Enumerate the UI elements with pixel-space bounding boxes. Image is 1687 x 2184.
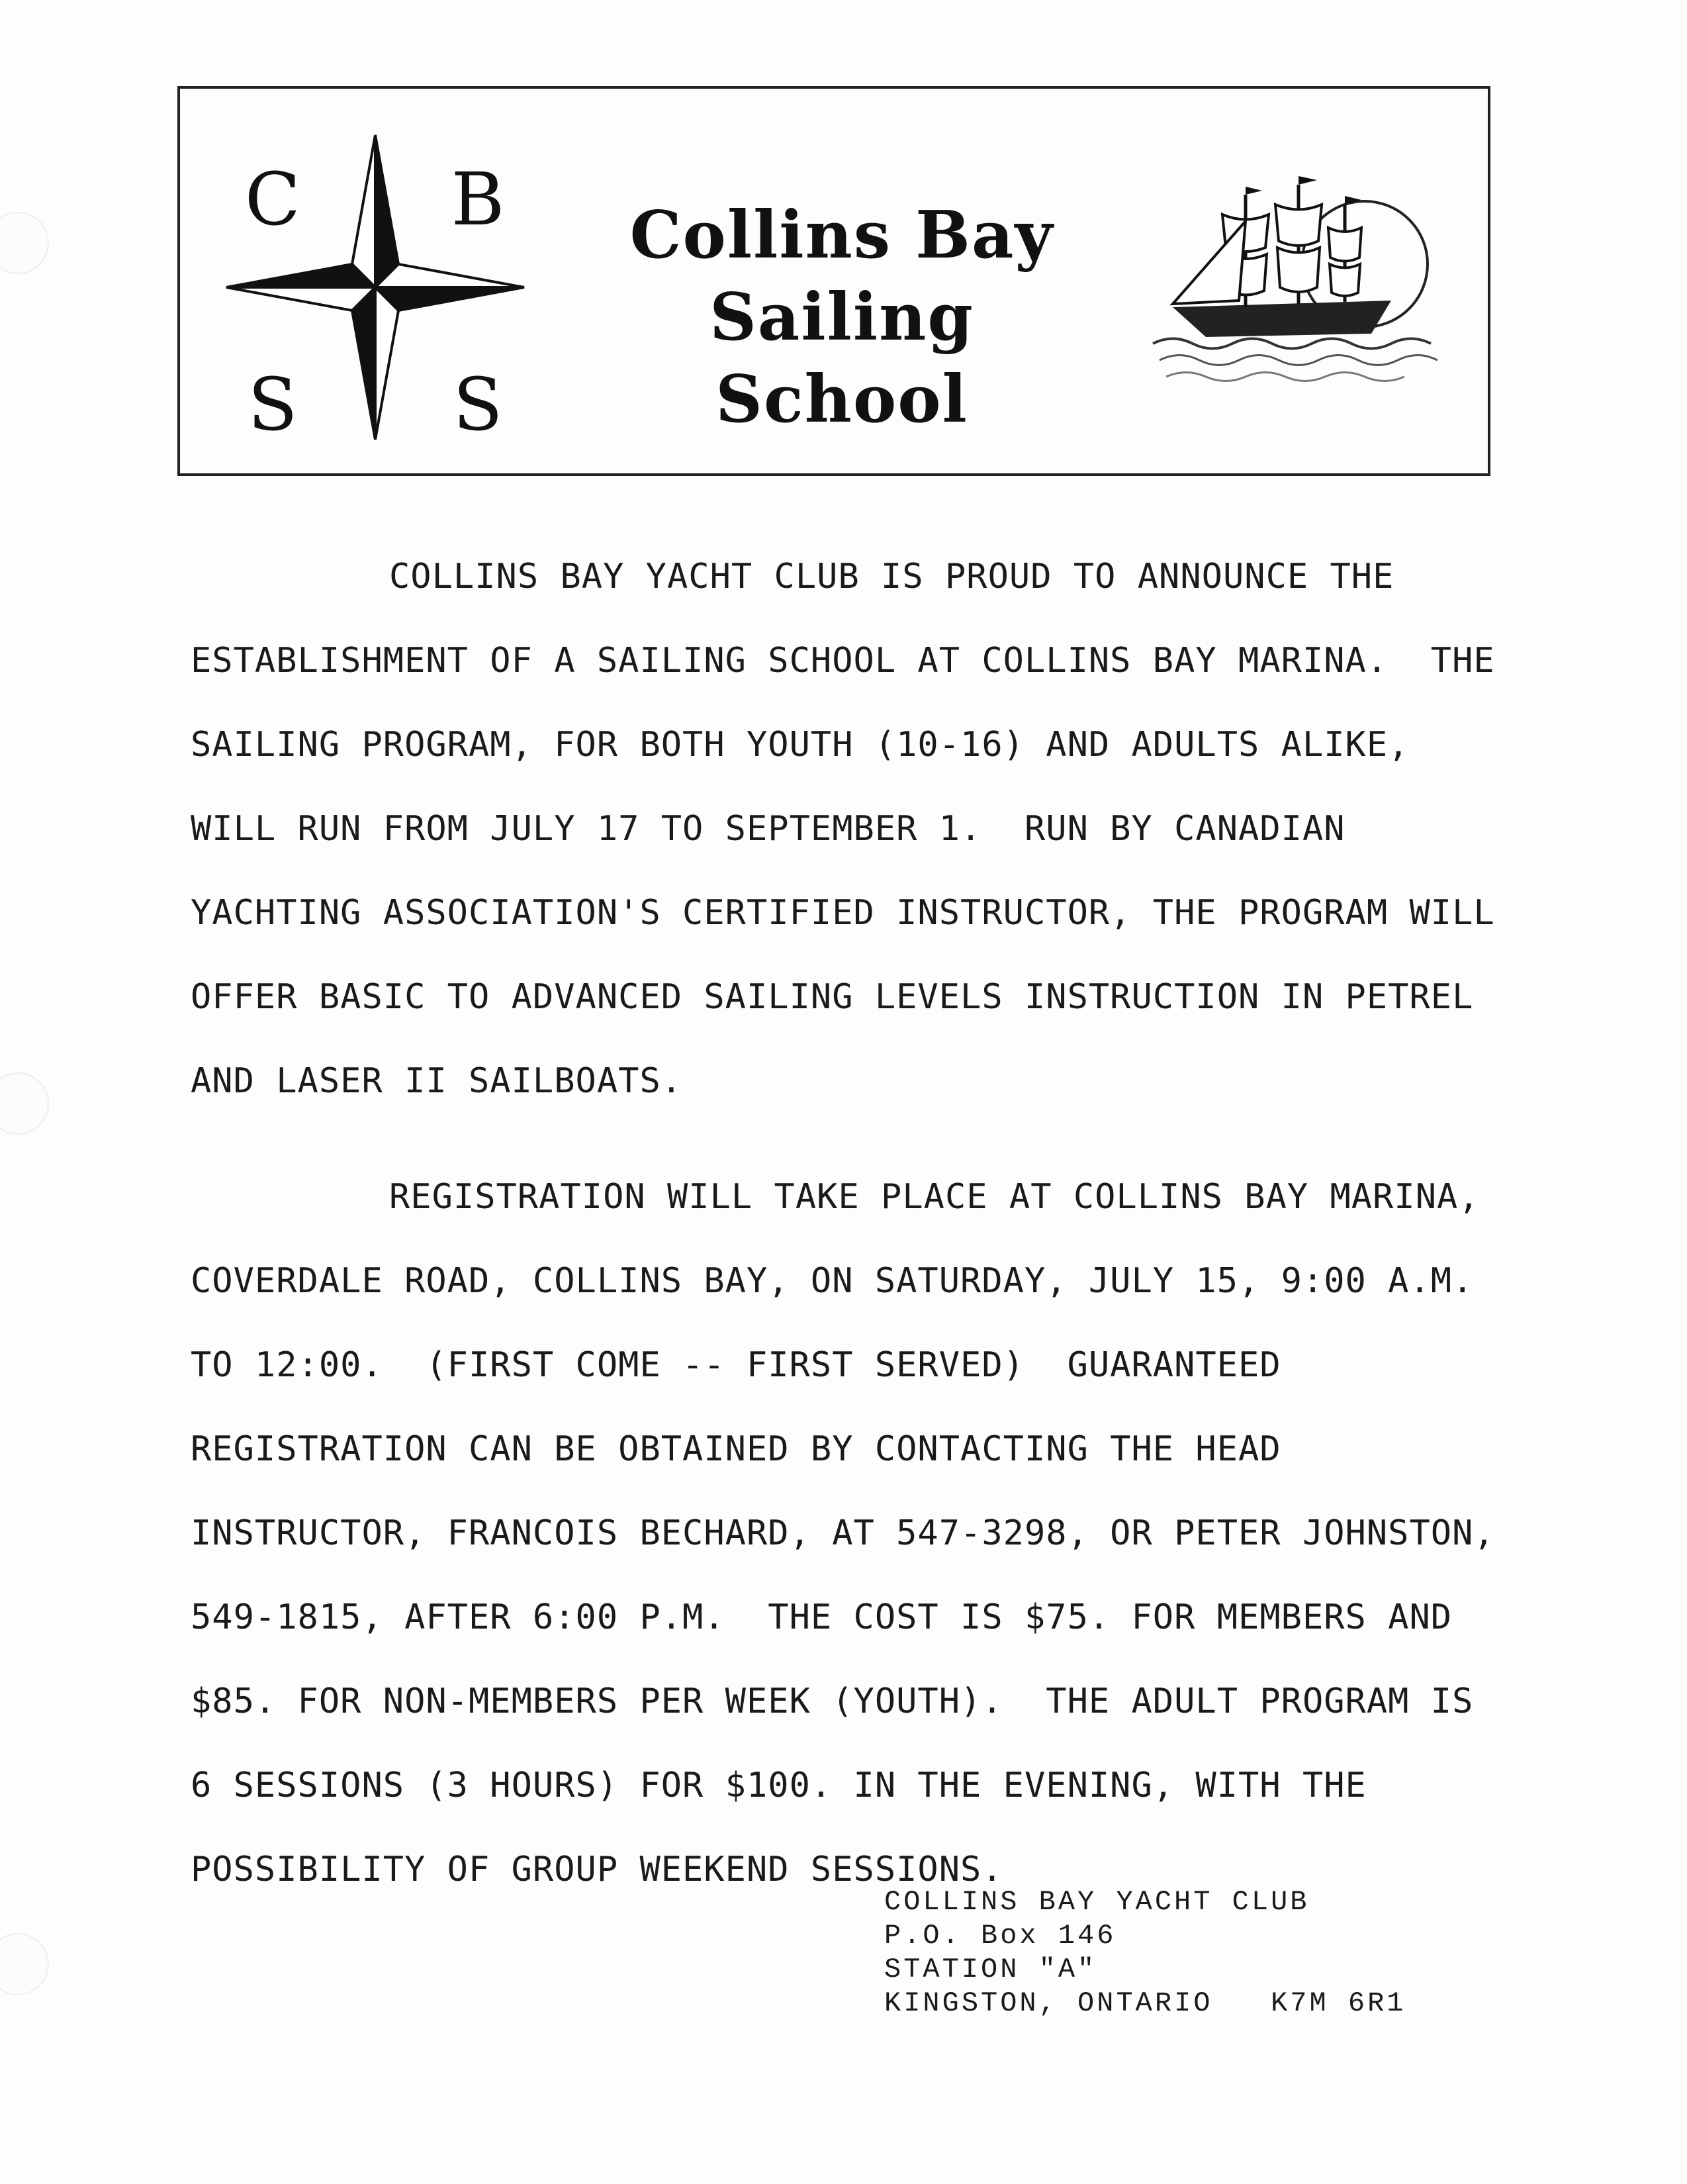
registration-paragraph xyxy=(191,1155,1517,1912)
paragraph-2-text: REGISTRATION WILL TAKE PLACE AT COLLINS BAY MARINA, COVERDALE ROAD, COLLINS BAY, ON SATURDAY, JULY 15, 9:00 A.M. TO 12:00. (FIRST COME -- FIRST SERVED) GUARANTEED REGISTRATION CAN BE OBTAINED BY CONTACTING THE HEAD INSTRUCTOR, FRANCOIS BECHARD, AT 547-3298, OR PETER JOHNSTON, 549-1815, AFTER 6:00 P.M. THE COST IS $75. FOR MEMBERS AND $85. FOR NON-MEMBERS PER WEEK (YOUTH). THE ADULT PROGRAM IS 6 SESSIONS (3 HOURS) FOR $100. IN THE EVENING, WITH THE POSSIBILITY OF GROUP WEEKEND SESSIONS. xyxy=(191,1177,1517,1889)
address-line-4: KINGSTON, ONTARIO K7M 6R1 xyxy=(884,1987,1406,2019)
mailing-address xyxy=(884,1885,1480,2020)
cbss-compass-logo xyxy=(220,128,531,446)
announcement-paragraph xyxy=(191,535,1517,1123)
sailing-ship-icon xyxy=(1146,175,1444,393)
title-line-2: Sailing School xyxy=(709,279,974,438)
address-line-2: P.O. Box 146 xyxy=(884,1920,1117,1952)
punch-hole xyxy=(0,212,49,274)
logo-letter-top-right: B xyxy=(451,157,505,242)
address-line-3: STATION "A" xyxy=(884,1954,1097,1985)
letterhead-box xyxy=(177,86,1490,476)
logo-letter-bottom-right: S xyxy=(453,362,503,446)
title-line-1: Collins Bay xyxy=(629,197,1054,273)
punch-hole xyxy=(0,1933,49,1995)
address-line-1: COLLINS BAY YACHT CLUB xyxy=(884,1886,1310,1918)
paragraph-1-text: COLLINS BAY YACHT CLUB IS PROUD TO ANNOUNCE THE ESTABLISHMENT OF A SAILING SCHOOL AT COLLINS BAY MARINA. THE SAILING PROGRAM, FOR BOTH YOUTH (10-16) AND ADULTS ALIKE, WILL RUN FROM JULY 17 TO SEPTEMBER 1. RUN BY CANADIAN YACHTING ASSOCIATION'S CERTIFIED INSTRUCTOR, THE PROGRAM WILL OFFER BASIC TO ADVANCED SAILING LEVELS INSTRUCTION IN PETREL AND LASER II SAILBOATS. xyxy=(191,557,1517,1101)
punch-hole xyxy=(0,1072,49,1135)
school-title xyxy=(577,195,1107,441)
logo-letter-bottom-left: S xyxy=(248,362,298,446)
logo-letter-top-left: C xyxy=(244,157,301,242)
